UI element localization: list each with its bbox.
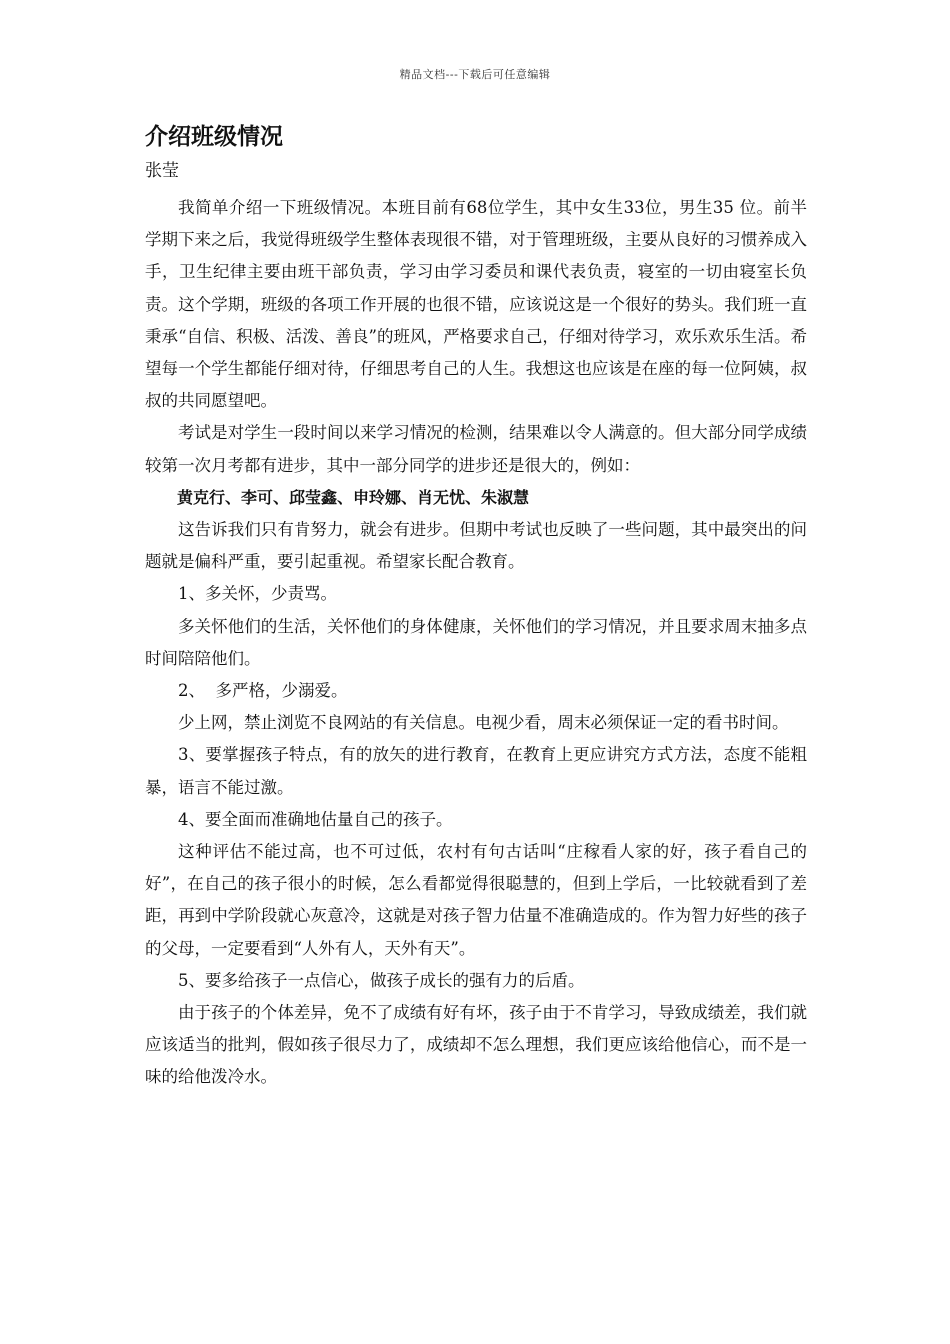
- paragraph-effort-note: 这告诉我们只有肯努力，就会有进步。但期中考试也反映了一些问题，其中最突出的问题就是偏科严重，要引起重视。希望家长配合教育。: [145, 520, 807, 572]
- paragraph-point-2: 2、 多严格，少溺爱。: [178, 681, 348, 701]
- paragraph-student-names: 黄克行、李可、邱莹鑫、申玲娜、肖无忧、朱淑慧: [177, 487, 530, 507]
- document-body: [145, 120, 807, 1094]
- paragraph-point-4: 4、要全面而准确地估量自己的孩子。: [178, 809, 453, 829]
- paragraph-point-1: 1、多关怀，少责骂。: [178, 584, 337, 604]
- paragraph-point-5: 5、要多给孩子一点信心，做孩子成长的强有力的后盾。: [178, 970, 585, 990]
- document-title: 介绍班级情况: [145, 124, 283, 150]
- document-author: 张莹: [145, 161, 179, 181]
- paragraph-point-2-detail: 少上网，禁止浏览不良网站的有关信息。电视少看，周末必须保证一定的看书时间。: [178, 713, 789, 733]
- header-note: 精品文档---下载后可任意编辑: [399, 68, 551, 81]
- paragraph-point-5-detail: 由于孩子的个体差异，免不了成绩有好有坏，孩子由于不肯学习，导致成绩差，我们就应该适当的批判，假如孩子很尽力了，成绩却不怎么理想，我们更应该给他信心，而不是一味的给他泼冷水。: [145, 1003, 807, 1087]
- paragraph-exam-results: 考试是对学生一段时间以来学习情况的检测，结果难以令人满意的。但大部分同学成绩较第一次月考都有进步，其中一部分同学的进步还是很大的，例如：: [145, 423, 807, 475]
- paragraph-point-4-detail: 这种评估不能过高，也不可过低，农村有句古话叫“庄稼看人家的好，孩子看自己的好”，在自己的孩子很小的时候，怎么看都觉得很聪慧的，但到上学后，一比较就看到了差距，再到中学阶段就心灰意冷，这就是对孩子智力估量不准确造成的。作为智力好些的孩子的父母，一定要看到“人外有人，天外有天”。: [145, 842, 807, 958]
- paragraph-point-3: 3、要掌握孩子特点，有的放矢的进行教育，在教育上更应讲究方式方法，态度不能粗暴，语言不能过激。: [145, 745, 807, 797]
- paragraph-class-overview: 我简单介绍一下班级情况。本班目前有68位学生，其中女生33位，男生35 位。前半学期下来之后，我觉得班级学生整体表现很不错，对于管理班级，主要从良好的习惯养成入手，卫生纪律主要由班干部负责，学习由学习委员和课代表负责，寝室的一切由寝室长负责。这个学期，班级的各项工作开展的也很不错，应该说这是一个很好的势头。我们班一直秉承“自信、积极、活泼、善良”的班风，严格要求自己，仔细对待学习，欢乐欢乐生活。希望每一个学生都能仔细对待，仔细思考自己的人生。我想这也应该是在座的每一位阿姨，叔叔的共同愿望吧。: [145, 198, 807, 411]
- paragraph-point-1-detail: 多关怀他们的生活，关怀他们的身体健康，关怀他们的学习情况，并且要求周末抽多点时间陪陪他们。: [145, 616, 807, 668]
